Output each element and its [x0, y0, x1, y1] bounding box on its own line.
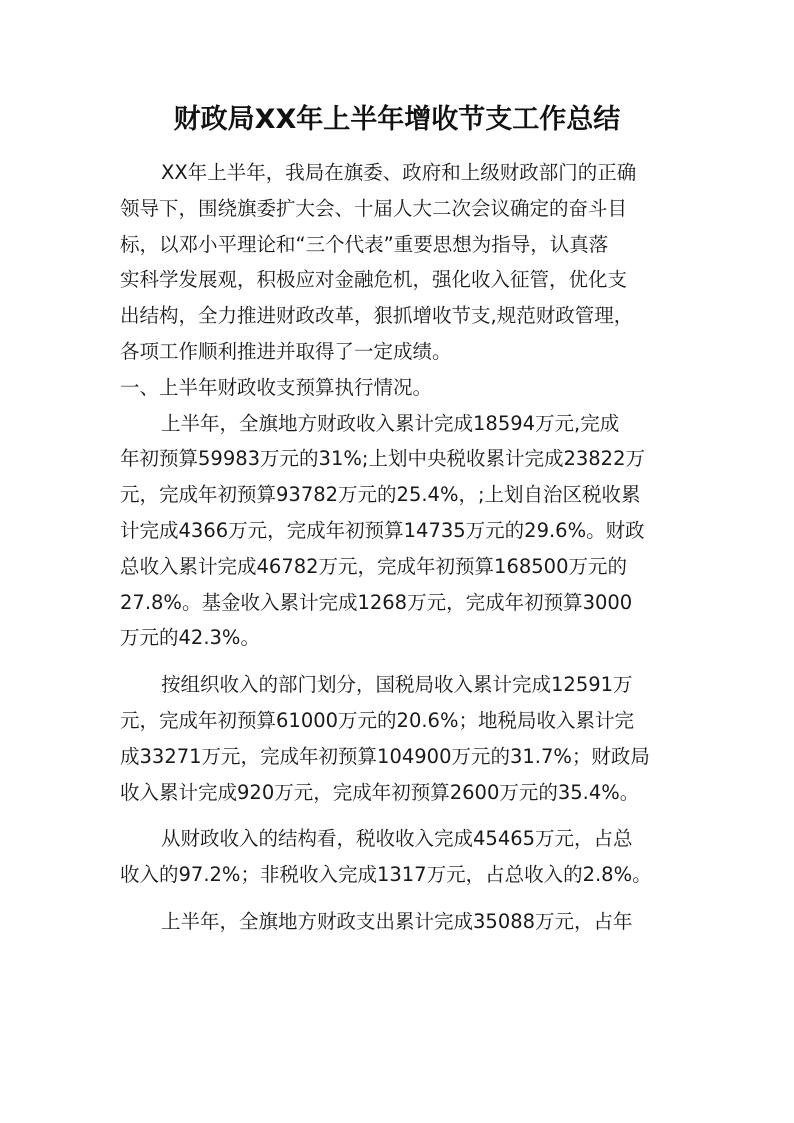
text-line: 领导下，围绕旗委扩大会、十届人大二次会议确定的奋斗目 — [120, 196, 628, 220]
paragraph — [120, 904, 680, 940]
text-line: 成33271万元，完成年初预算104900万元的31.7%；财政局 — [120, 744, 650, 768]
text-line: 上半年，全旗地方财政支出累计完成35088万元，占年 — [161, 909, 633, 933]
text-line: 上半年，全旗地方财政收入累计完成18594万元,完成 — [161, 411, 620, 435]
text-line: 收入累计完成920万元，完成年初预算2600万元的35.4%。 — [120, 780, 640, 804]
paragraph-spacer — [120, 893, 680, 904]
text-line: 按组织收入的部门划分，国税局收入累计完成12591万 — [161, 673, 633, 697]
text-line: 标，以邓小平理论和“三个代表”重要思想为指导，认真落 — [120, 232, 609, 256]
paragraph — [120, 406, 680, 657]
text-line: XX年上半年，我局在旗委、政府和上级财政部门的正确 — [161, 161, 637, 184]
text-line: 实科学发展观，积极应对金融危机，强化收入征管，优化支 — [120, 268, 628, 292]
text-line: 计完成4366万元，完成年初预算14735万元的29.6%。财政 — [120, 518, 645, 542]
text-line: 元，完成年初预算93782万元的25.4%，;上划自治区税收累 — [120, 483, 641, 507]
text-line: 出结构，全力推进财政改革，狠抓增收节支,规范财政管理， — [120, 304, 634, 328]
paragraph — [120, 821, 680, 893]
text-line: 从财政收入的结构看，税收收入完成45465万元，占总 — [161, 827, 633, 851]
text-line: 总收入累计完成46782万元，完成年初预算168500万元的 — [120, 554, 627, 578]
text-line: 收入的97.2%；非税收入完成1317万元，占总收入的2.8%。 — [120, 863, 652, 887]
document-title: 财政局XX年上半年增收节支工作总结 — [173, 104, 621, 135]
paragraph — [120, 667, 680, 810]
paragraph-spacer — [120, 656, 680, 667]
text-line: 元，完成年初预算61000万元的20.6%；地税局收入累计完 — [120, 708, 634, 732]
text-line: 各项工作顺利推进并取得了一定成绩。 — [120, 339, 452, 363]
text-line: 27.8%。基金收入累计完成1268万元，完成年初预算3000 — [120, 590, 633, 614]
text-line: 一、上半年财政收支预算执行情况。 — [120, 375, 433, 399]
text-line: 年初预算59983万元的31%;上划中央税收累计完成23822万 — [120, 447, 645, 471]
paragraph-spacer — [120, 810, 680, 821]
document-body — [120, 155, 680, 940]
paragraph — [120, 370, 680, 406]
paragraph — [120, 155, 680, 370]
text-line: 万元的42.3%。 — [120, 626, 260, 650]
